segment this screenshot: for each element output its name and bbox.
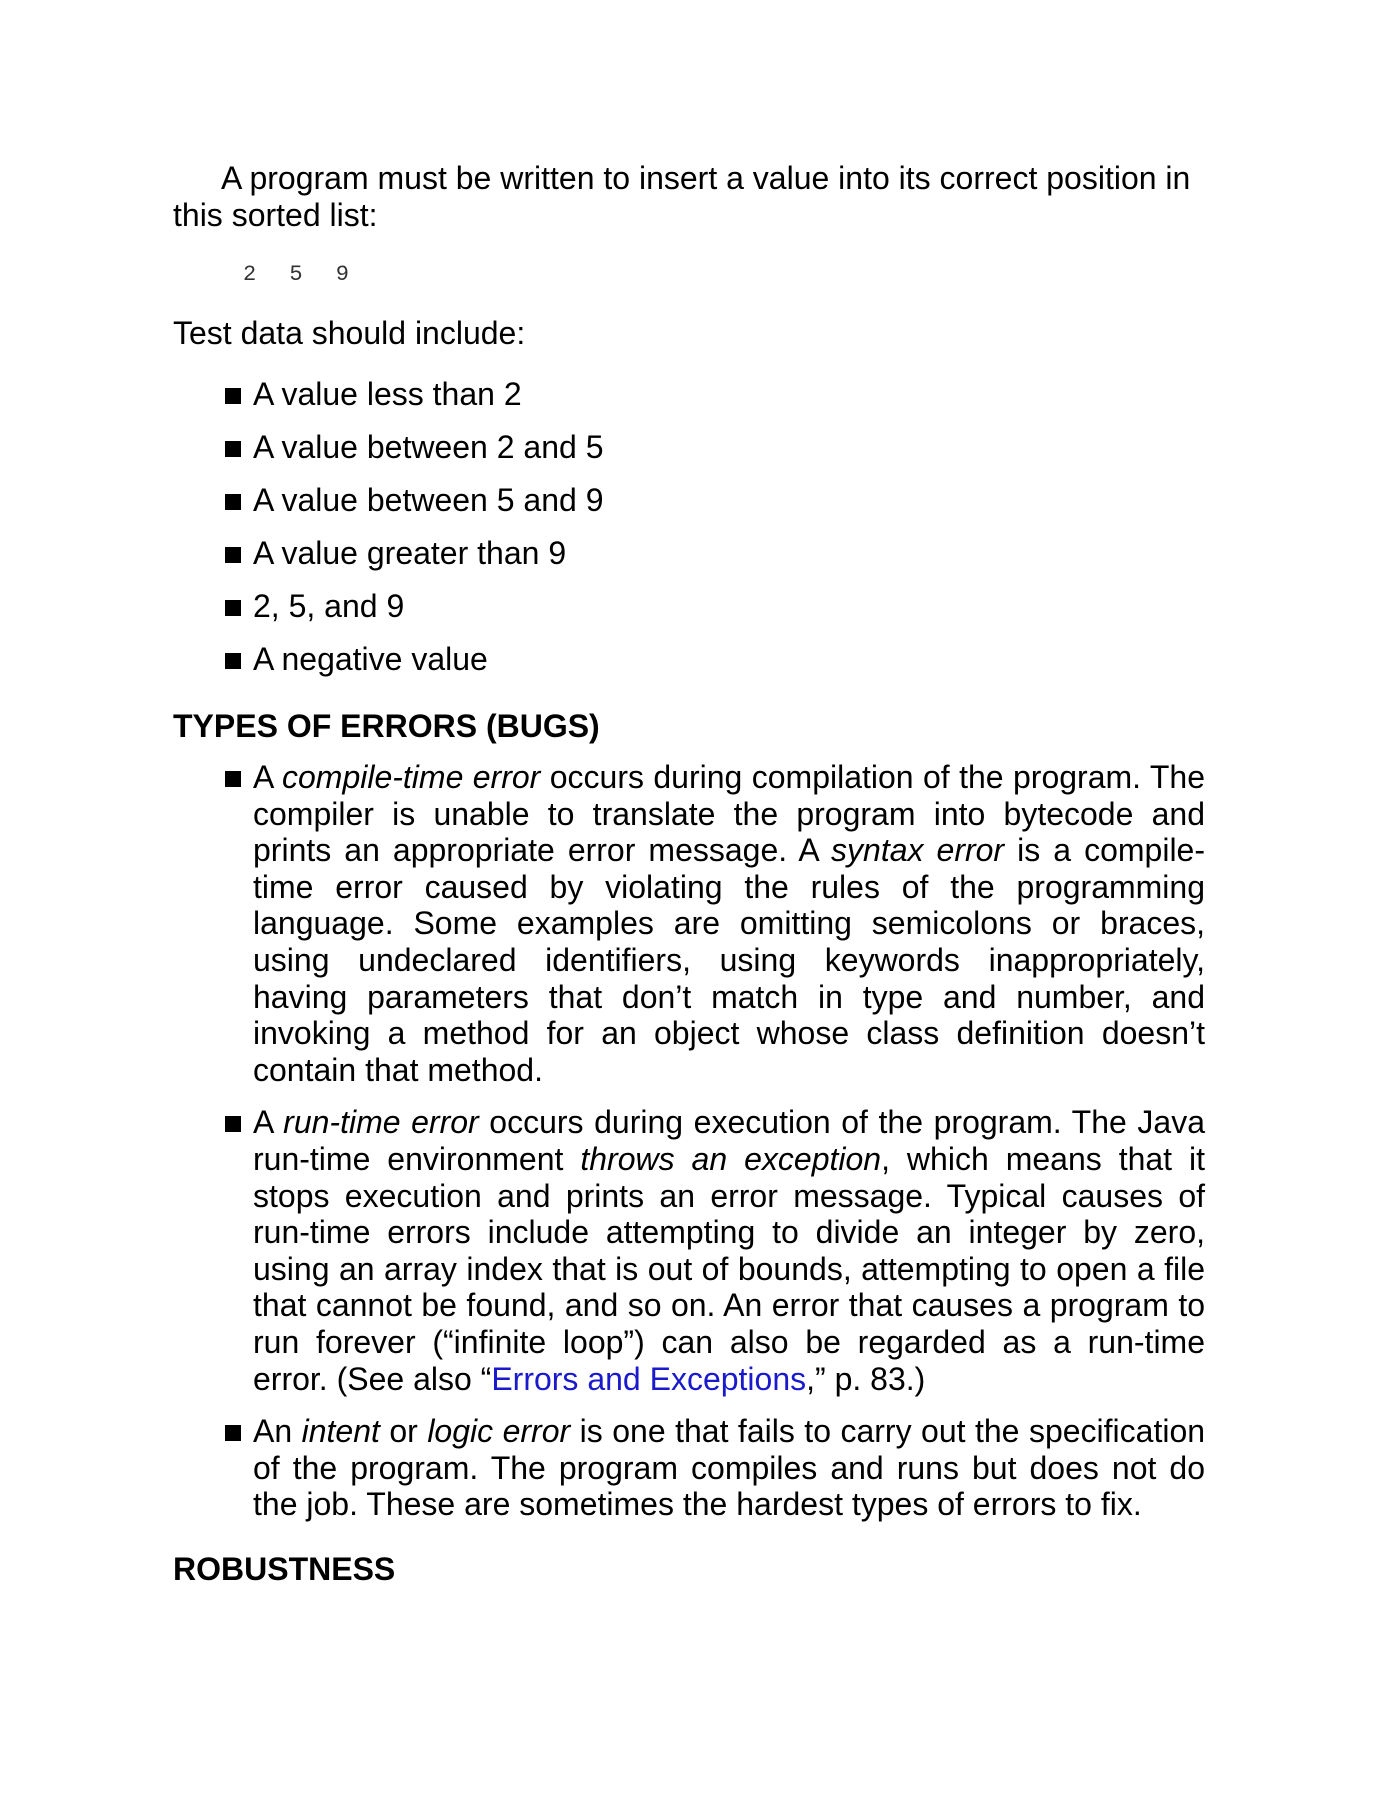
list-item: 2, 5, and 9 [225, 588, 1205, 625]
square-bullet-icon [225, 441, 241, 457]
list-item: A value less than 2 [225, 376, 1205, 413]
compile-time-error-item: A compile-time error occurs during compilation of the program. The compiler is unable to translate the program into bytecode and prints an appropriate error message. A syntax error is a compile-time error caused by violating the rules of the programming language. Some examples are omitting semicolons or braces, using undeclared identifiers, using keywords inappropriately, having parameters that don’t match in type and number, and invoking a method for an object whose class definition doesn’t contain that method. [225, 759, 1205, 1088]
test-data-list [173, 376, 1205, 678]
run-time-error-item: A run-time error occurs during execution of the program. The Java run-time environment throws an exception, which means that it stops execution and prints an error message. Typical causes of run-time errors include attempting to divide an integer by zero, using an array index that is out of bounds, attempting to open a file that cannot be found, and so on. An error that causes a program to run forever (“infinite loop”) can also be regarded as a run-time error. (See also “Errors and Exceptions,” p. 83.) [225, 1104, 1205, 1397]
term-syntax-error: syntax error [831, 832, 1005, 869]
section-heading-robustness: ROBUSTNESS [173, 1550, 396, 1587]
list-item: A value greater than 9 [225, 535, 1205, 572]
list-item: A negative value [225, 641, 1205, 678]
square-bullet-icon [225, 1425, 241, 1441]
errors-and-exceptions-link[interactable]: Errors and Exceptions [491, 1360, 807, 1397]
term-compile-time-error: compile-time error [281, 759, 541, 795]
square-bullet-icon [225, 1116, 241, 1132]
square-bullet-icon [225, 771, 241, 787]
square-bullet-icon [225, 494, 241, 510]
document-page [173, 160, 1205, 1588]
square-bullet-icon [225, 600, 241, 616]
term-intent: intent [301, 1413, 380, 1450]
logic-error-item: An intent or logic error is one that fails to carry out the specification of the program. The program compiles and runs but does not do the job. These are sometimes the hardest types of errors to fix. [225, 1413, 1205, 1523]
sorted-list-code: 2 5 9 [243, 262, 351, 287]
intro-paragraph: A program must be written to insert a value into its correct position in this sorted list: [173, 160, 1191, 233]
list-item: A value between 5 and 9 [225, 482, 1205, 519]
term-throws-an-exception: throws an exception [580, 1140, 882, 1177]
square-bullet-icon [225, 547, 241, 563]
test-data-heading: Test data should include: [173, 315, 526, 351]
section-heading-types-of-errors: TYPES OF ERRORS (BUGS) [173, 708, 600, 744]
square-bullet-icon [225, 388, 241, 404]
list-item: A value between 2 and 5 [225, 429, 1205, 466]
square-bullet-icon [225, 653, 241, 669]
term-logic-error: logic error [427, 1413, 571, 1450]
term-run-time-error: run-time error [283, 1104, 479, 1141]
error-types-list [173, 759, 1205, 1523]
